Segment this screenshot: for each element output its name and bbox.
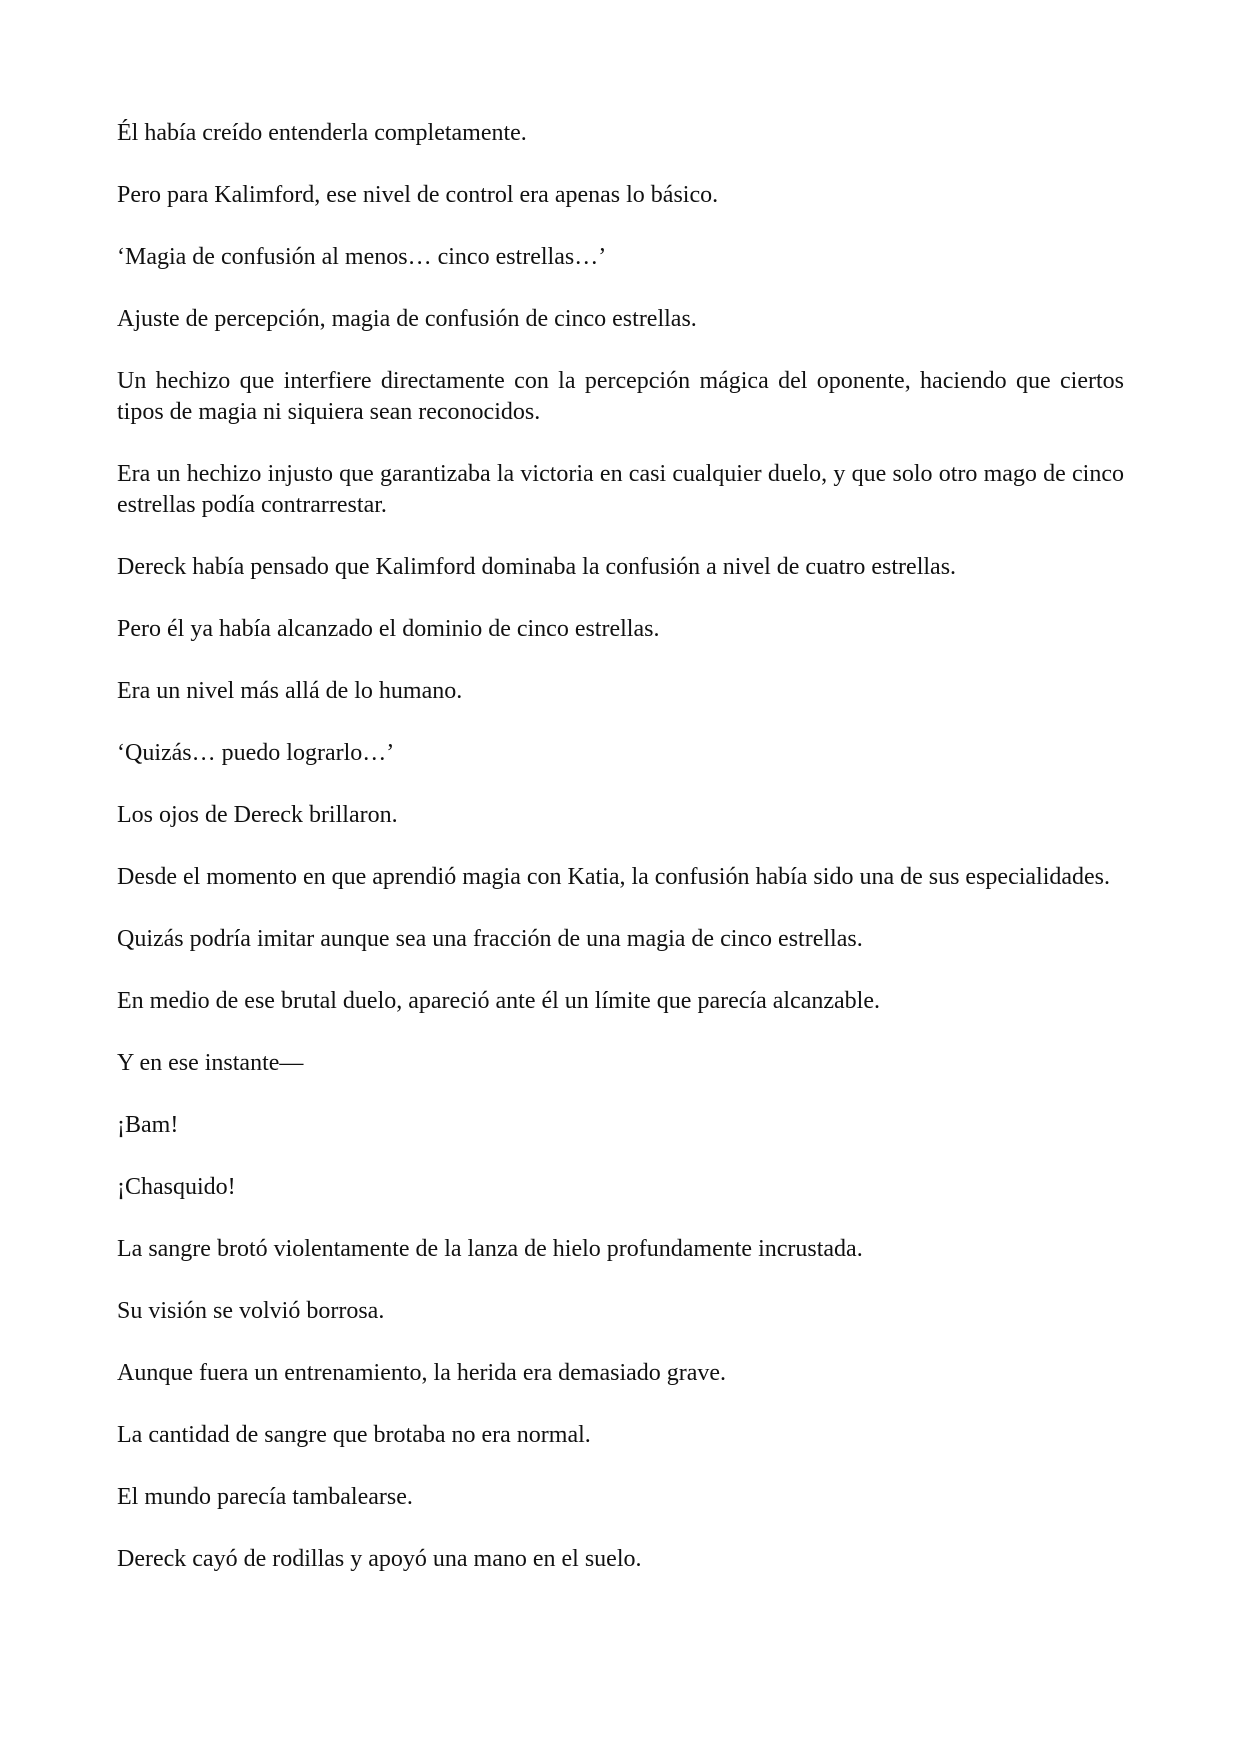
paragraph: Y en ese instante— xyxy=(117,1050,304,1076)
paragraph: Su visión se volvió borrosa. xyxy=(117,1298,385,1324)
paragraph: Pero para Kalimford, ese nivel de control era apenas lo básico. xyxy=(117,182,719,208)
paragraph: Era un hechizo injusto que garantizaba la victoria en casi cualquier duelo, y que solo otro mago de cinco estrellas podía contrarrestar. xyxy=(117,461,1124,518)
paragraph: En medio de ese brutal duelo, apareció ante él un límite que parecía alcanzable. xyxy=(117,988,880,1014)
paragraph: Él había creído entenderla completamente. xyxy=(117,120,527,146)
paragraph: Desde el momento en que aprendió magia con Katia, la confusión había sido una de sus especialidades. xyxy=(117,864,1111,890)
paragraph: ‘Magia de confusión al menos… cinco estrellas…’ xyxy=(117,244,607,270)
paragraph: Un hechizo que interfiere directamente con la percepción mágica del oponente, haciendo que ciertos tipos de magia ni siquiera sean reconocidos. xyxy=(117,368,1124,425)
paragraph: La sangre brotó violentamente de la lanza de hielo profundamente incrustada. xyxy=(117,1236,863,1262)
paragraph: La cantidad de sangre que brotaba no era normal. xyxy=(117,1422,591,1448)
paragraph: Quizás podría imitar aunque sea una fracción de una magia de cinco estrellas. xyxy=(117,926,863,952)
paragraph: Pero él ya había alcanzado el dominio de cinco estrellas. xyxy=(117,616,660,642)
paragraph: ¡Chasquido! xyxy=(117,1174,236,1200)
paragraph: Ajuste de percepción, magia de confusión de cinco estrellas. xyxy=(117,306,697,332)
paragraph: Era un nivel más allá de lo humano. xyxy=(117,678,463,704)
paragraph: Los ojos de Dereck brillaron. xyxy=(117,802,398,828)
paragraph: ‘Quizás… puedo lograrlo…’ xyxy=(117,740,395,766)
paragraph: Dereck cayó de rodillas y apoyó una mano en el suelo. xyxy=(117,1546,642,1572)
paragraph: Aunque fuera un entrenamiento, la herida era demasiado grave. xyxy=(117,1360,727,1386)
paragraph: El mundo parecía tambalearse. xyxy=(117,1484,413,1510)
paragraph: Dereck había pensado que Kalimford dominaba la confusión a nivel de cuatro estrellas. xyxy=(117,554,957,580)
paragraph: ¡Bam! xyxy=(117,1112,179,1138)
